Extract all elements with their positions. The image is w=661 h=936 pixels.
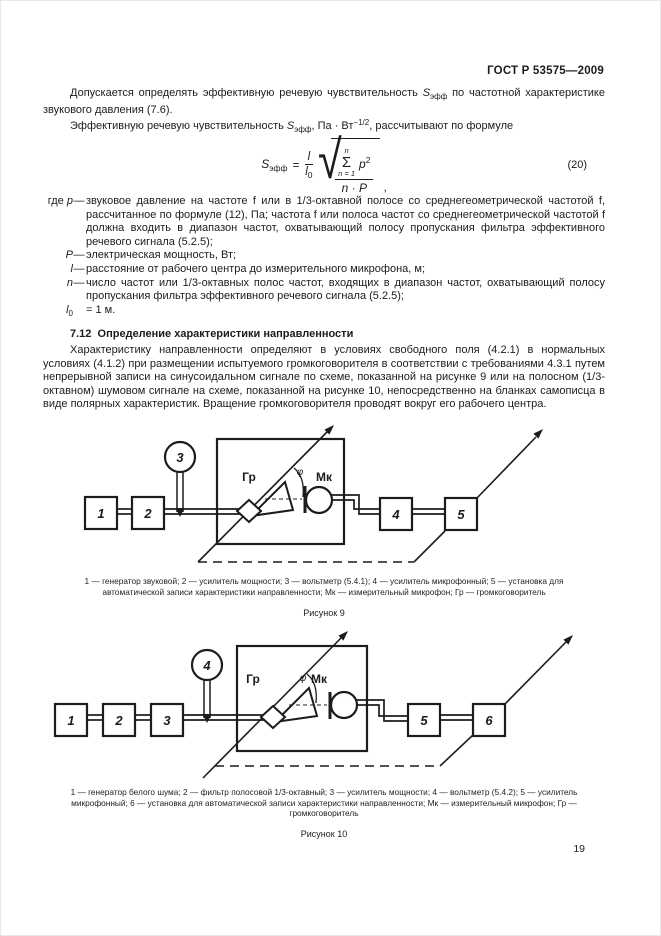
paragraph-text: Допускается определять эффективную речевую чувствительность	[70, 87, 423, 99]
distance-numerator: l	[305, 151, 314, 165]
summation-lower-limit: n = 1	[338, 169, 356, 178]
variable-s-subscript: эфф	[294, 125, 312, 134]
definition-dash: —	[73, 195, 85, 207]
definition-dash: —	[73, 249, 85, 262]
block-3-label: 3	[176, 450, 184, 465]
document-standard-header: ГОСТ Р 53575—2009	[487, 65, 604, 77]
pressure-variable: p	[359, 156, 366, 171]
definition-text: = 1 м.	[86, 303, 116, 316]
definition-dash: —	[73, 262, 85, 275]
recorder-axis-line	[505, 642, 566, 704]
section-heading	[43, 328, 605, 342]
paragraph-sensitivity-allowance	[43, 87, 605, 117]
voltmeter-tap-arrow-icon	[203, 714, 212, 723]
definition-dash: —	[73, 276, 85, 289]
block-2-label: 2	[115, 713, 123, 728]
equals-sign: =	[292, 158, 300, 172]
summation-upper-limit: n	[344, 146, 349, 155]
definition-text: звуковое давление на частоте f или в 1/3-октавной полосе со среднегеометрической частотой f, рассчитанное по формуле (12), Па; частота f или полоса частот со среднегеометрической частотой f должна входить в диапазон частот, охватывающий полосу пропускания фильтра эффективного речевого сигнала (5.2.5);	[86, 195, 605, 248]
microphone-body-icon	[331, 692, 357, 718]
formula-definitions-list	[43, 195, 605, 320]
loudspeaker-label: Гр	[246, 672, 260, 686]
recorder-axis-line	[477, 437, 536, 498]
angle-phi-label: φ	[296, 467, 304, 478]
microphone-label: Мк	[310, 672, 328, 686]
figure-9-diagram	[43, 424, 605, 576]
paragraph-text: , рассчитывают по формуле	[369, 120, 514, 132]
definition-term: P	[65, 249, 73, 262]
paragraph-text: , Па · Вт	[311, 120, 354, 132]
pressure-exponent: 2	[365, 154, 371, 165]
microphone-cable	[332, 495, 380, 514]
units-exponent: −1/2	[353, 118, 370, 127]
distance-fraction	[305, 151, 314, 180]
radical	[318, 130, 380, 195]
loudspeaker-label: Гр	[242, 470, 256, 484]
ground-plane-right-edge	[414, 531, 445, 562]
block-3-label: 3	[163, 713, 171, 728]
section-body-paragraph: Характеристику направленности определяют в условиях свободного поля (4.2.1) в нормальных условиях (4.1.2) при размещении испытуемого громкоговорителя в соответствии с требованиями 4.3.1 путем непрерывной записи на синусоидальном сигнале по схеме, показанной на рисунке 9 или на полосном (1/3-октавном) шумовом сигнале на схеме, показанной на рисунке 10, непосредственно на бланках самописца в виде полярных характеристик. Вращение громкоговорителя проводят вокруг его рабочего центра.	[43, 344, 605, 411]
figure-10-diagram	[43, 628, 605, 784]
microphone-body-icon	[306, 487, 332, 513]
radicand-denominator: n · P	[341, 181, 367, 195]
formula-comma: ,	[383, 180, 387, 194]
definition-term: $l_0$	[66, 303, 73, 318]
microphone-cable	[357, 700, 408, 721]
section-number: 7.12	[70, 328, 92, 340]
definition-text: расстояние от рабочего центра до измерительного микрофона, м;	[86, 262, 426, 275]
angle-phi-label: φ	[299, 673, 307, 684]
figure-10-caption: 1 — генератор белого шума; 2 — фильтр полосовой 1/3-октавный; 3 — усилитель мощности; 4 — вольтметр (5.4.2); 5 — усилитель микрофонный; 6 — установка для автоматической записи характеристики направленности; Мк — измерительный микрофон; Гр — громкоговоритель	[70, 787, 578, 819]
variable-s: S	[286, 120, 295, 132]
paragraph-text: по частотной характеристике звукового давления (7.6).	[43, 87, 605, 116]
microphone-label: Мк	[315, 470, 333, 484]
distance-denominator: l	[305, 165, 308, 178]
figure-9-title: Рисунок 9	[303, 608, 345, 618]
radical-sign-icon: √	[318, 130, 342, 190]
definition-term: n	[66, 276, 73, 289]
formula-20	[43, 130, 605, 195]
variable-s: S	[422, 87, 431, 99]
formula-lhs-subscript: эфф	[269, 163, 288, 173]
figure-10-title: Рисунок 10	[300, 829, 348, 839]
block-5-label: 5	[457, 507, 465, 522]
definition-term: l	[70, 262, 73, 275]
definition-text: число частот или 1/3-октавных полос частот, входящих в диапазон частот, охватывающий полосу пропускания фильтра эффективного речевого сигнала (5.2.5);	[86, 276, 605, 303]
sigma-icon: Σ	[341, 154, 352, 171]
microphone-cable	[357, 705, 408, 716]
variable-s-subscript: эфф	[430, 92, 448, 101]
block-1-label: 1	[97, 506, 105, 521]
microphone-cable	[332, 500, 380, 509]
block-4-label: 4	[203, 658, 211, 673]
loudspeaker-driver-icon	[261, 706, 285, 728]
formula-lhs: S	[261, 157, 270, 171]
page-number: 19	[573, 843, 585, 855]
voltmeter-tap-arrow-icon	[176, 508, 185, 517]
block-4-label: 4	[392, 507, 400, 522]
block-5-label: 5	[420, 713, 428, 728]
block-1-label: 1	[67, 713, 75, 728]
distance-denominator-subscript: 0	[307, 169, 313, 180]
block-2-label: 2	[144, 506, 152, 521]
definition-text: электрическая мощность, Вт;	[86, 249, 237, 262]
ground-plane-right-edge	[440, 735, 473, 766]
formula-expression	[43, 130, 605, 195]
paragraph-text: Эффективную речевую чувствительность	[70, 120, 287, 132]
definition-term: где p	[47, 195, 73, 207]
section-title: Определение характеристики направленности	[97, 328, 354, 340]
block-6-label: 6	[485, 713, 493, 728]
definition-dash	[73, 304, 85, 321]
formula-number: (20)	[567, 159, 587, 171]
figure-9-caption: 1 — генератор звуковой; 2 — усилитель мощности; 3 — вольтметр (5.4.1); 4 — усилитель микрофонный; 5 — установка для автоматической записи характеристики направленности; Мк — измерительный микрофон; Гр — громкоговоритель	[84, 576, 564, 597]
